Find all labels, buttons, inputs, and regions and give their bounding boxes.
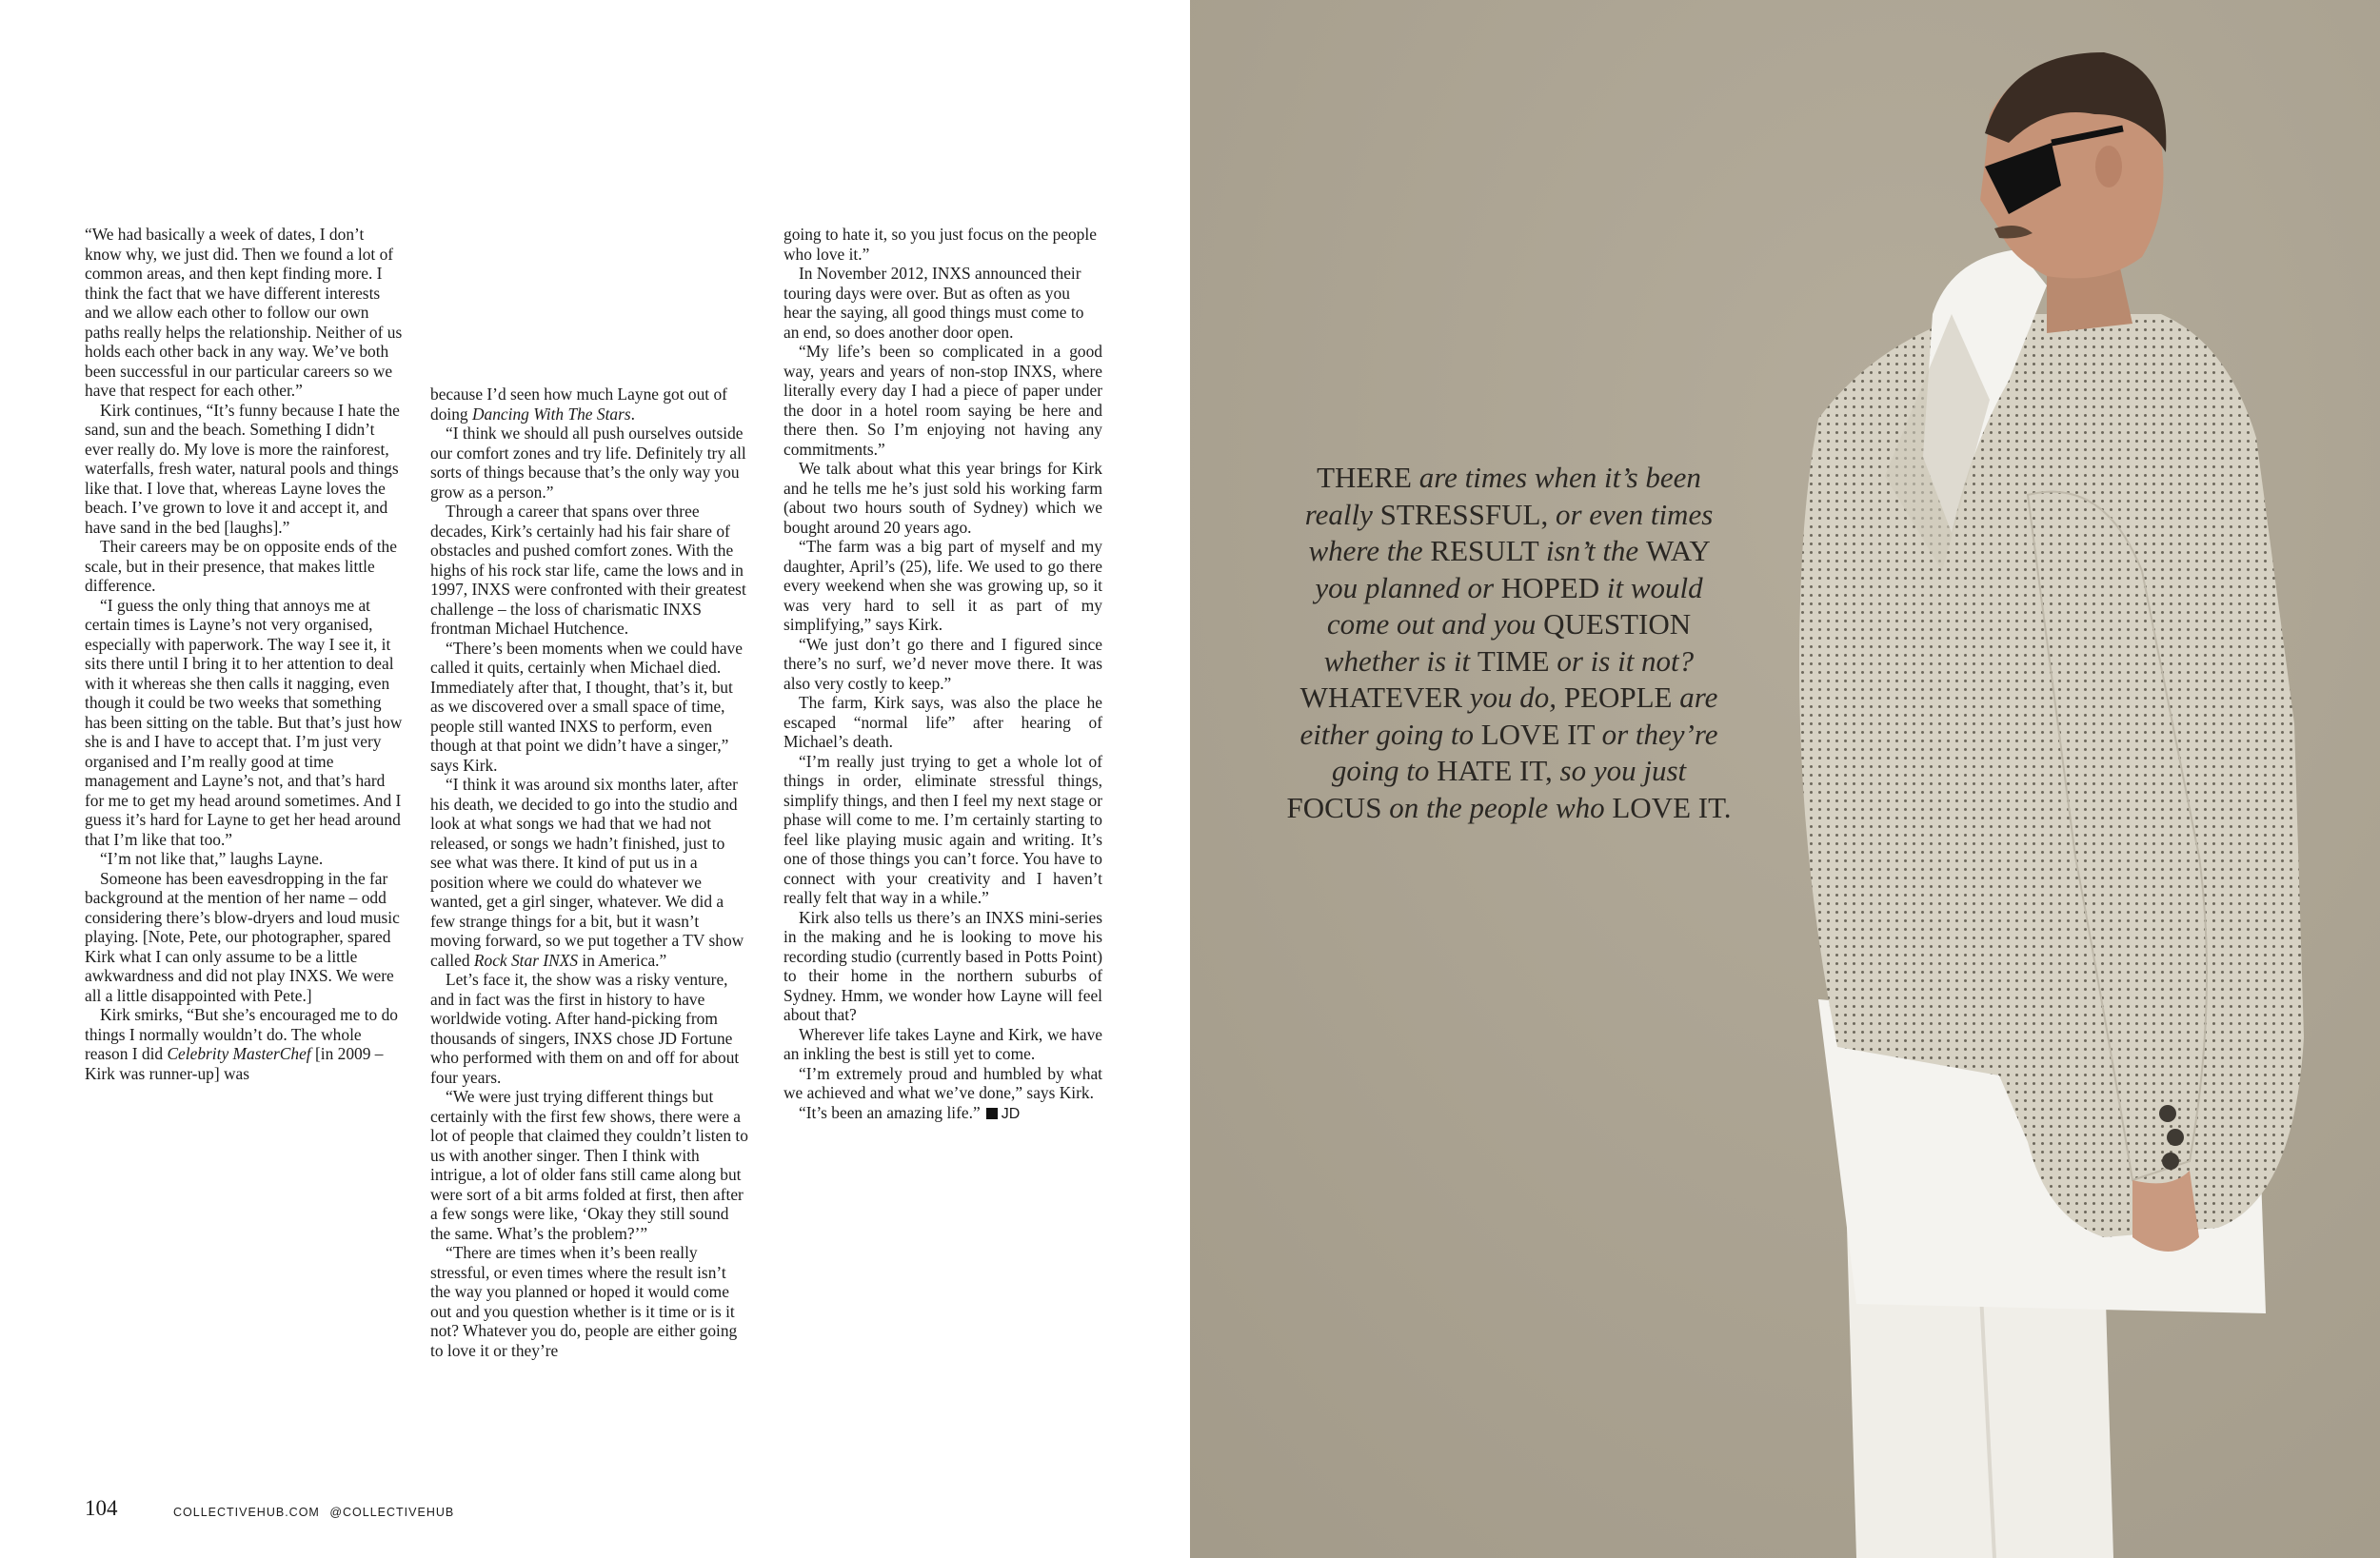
paragraph: “There’s been moments when we could have called it quits, certainly when Michael died. Immediately after that, I thought, that’s it, but as we discovered over a small space of time, people still wanted INXS to perform, even though at that point we didn’t have a singer,” says Kirk. <box>430 638 743 775</box>
pull-quote-caps-run: RESULT <box>1430 534 1546 567</box>
paragraph: Wherever life takes Layne and Kirk, we have an inkling the best is still yet to come. <box>783 1024 1102 1063</box>
paragraph: “The farm was a big part of myself and my daughter, April’s (25), life. We used to go there every weekend when she was growing up, so it was very hard to sell it as part of my simplifying,” says Kirk. <box>783 537 1102 634</box>
paragraph: Someone has been eavesdropping in the far background at the mention of her name – odd considering there’s blow-dryers and loud music playing. [Note, Pete, our photographer, spared Kirk what I can only assume to be a little awkwardness and did not play INXS. We were all a little disappointed with Pete.] <box>85 868 400 1005</box>
paragraph: “There are times when it’s been really stressful, or even times where the result isn’t the way you planned or hoped it would come out and you question whether is it time or is it not? Whatever you do, people are either going to love it or they’re <box>430 1243 738 1360</box>
pull-quote-italic-run: or is it not? <box>1557 643 1695 678</box>
paragraph: In November 2012, INXS announced their touring days were over. But as often as you hear the saying, all good things must come to an end, so does another door open. <box>783 264 1084 342</box>
pull-quote-caps-run: WAY <box>1645 534 1710 567</box>
pull-quote-caps-run: LOVE IT <box>1480 717 1602 751</box>
show-title: Dancing With The Stars <box>471 404 631 424</box>
website-link[interactable]: COLLECTIVEHUB.COM <box>173 1506 320 1519</box>
pull-quote-caps-run: STRESSFUL, <box>1379 497 1556 531</box>
paragraph: “My life’s been so complicated in a good way, years and years of non-stop INXS, where literally every day I had a piece of paper under the door in a hotel room saying be here and there then. So I’m enjoying not having any commitments.” <box>783 342 1102 459</box>
paragraph: Let’s face it, the show was a risky venture, and in fact was the first in history to have worldwide voting. After hand-picking from thousands of singers, INXS chose JD Fortune who performed with them on and off for about four years. <box>430 970 740 1087</box>
paragraph: We talk about what this year brings for Kirk and he tells me he’s just sold his working farm (about two hours south of Sydney) which we bought around 20 years ago. <box>783 459 1102 537</box>
text-run: . <box>630 404 635 424</box>
text-run: [in 2009 – Kirk was runner-up] was <box>85 1044 384 1083</box>
pull-quote-caps-run: HATE IT, <box>1437 754 1560 787</box>
paragraph: Kirk also tells us there’s an INXS mini-series in the making and he is looking to move his recording studio (currently based in Potts Point) to their home in the northern suburbs of Sydney. Hmm, we wonder how Layne will feel about that? <box>783 907 1102 1024</box>
end-mark-icon <box>986 1108 998 1119</box>
pull-quote-caps-run: HOPED <box>1500 570 1607 604</box>
paragraph: Kirk continues, “It’s funny because I hate the sand, sun and the beach. Something I didn’t ever really do. My love is more the rainforest, waterfalls, fresh water, natural pools and things like that. I love that, whereas Layne loves the beach. I’ve grown to love it and accept it, and have sand in the bed [laughs].” <box>85 400 400 537</box>
article-column-3 <box>783 225 1102 1124</box>
footer-credits <box>173 1506 460 1519</box>
paragraph: The farm, Kirk says, was also the place he escaped “normal life” after hearing of Michael’s death. <box>783 693 1102 751</box>
paragraph <box>430 775 749 970</box>
text-run: “I think it was around six months later, after his death, we decided to go into the studio and look at what songs we had that we had not released, or songs we hadn’t finished, just to see what was there. It kind of put us in a position where we could do whatever we wanted, get a girl singer, whatever. We did a few strange things for a bit, but it wasn’t moving forward, so we put together a TV show called <box>430 775 744 970</box>
pull-quote-italic-run: so you just <box>1559 754 1687 787</box>
paragraph: Their careers may be on opposite ends of the scale, but in their presence, that makes little difference. <box>85 537 397 595</box>
pull-quote-italic-run: are times when it’s been really <box>1304 461 1701 531</box>
text-run: because I’d seen how much Layne got out of doing <box>430 385 727 424</box>
pull-quote-caps-run: QUESTION <box>1543 607 1692 641</box>
paragraph: “I’m really just trying to get a whole lot of things in order, eliminate stressful things, simplify things, and then I feel my next stage or phase will come to me. I’m certainly starting to feel like playing music again and writing. It’s one of those things you can’t force. You have to connect with your creativity and I haven’t really felt that way in a while.” <box>783 751 1102 907</box>
page-number: 104 <box>85 1496 118 1520</box>
show-title: Rock Star INXS <box>473 950 579 970</box>
paragraph: “I’m extremely proud and humbled by what we achieved and what we’ve done,” says Kirk. <box>783 1063 1102 1102</box>
paragraph <box>430 385 749 424</box>
pull-quote-italic-run: on the people who <box>1389 790 1613 824</box>
paragraph: “We were just trying different things but certainly with the first few shows, there were a lot of people that claimed they couldn’t listen to us with another singer. Then I think with intrigue, a lot of older fans still came along but were sort of a bit arms folded at first, then after a few songs were like, ‘Okay they still sound the same. What’s the problem?’” <box>430 1087 748 1243</box>
pull-quote-italic-run: or even times where the <box>1308 497 1714 567</box>
paragraph <box>783 1103 1102 1125</box>
pull-quote-italic-run: are either going to <box>1299 680 1718 751</box>
pull-quote-italic-run: you planned or <box>1315 570 1501 604</box>
pull-quote <box>1285 460 1733 826</box>
author-signature: JD <box>1001 1105 1021 1122</box>
pull-quote-italic-run: it would come out and you <box>1326 570 1703 641</box>
article-column-2 <box>430 385 749 1360</box>
article-column-1 <box>85 225 404 1083</box>
pull-quote-caps-run: WHATEVER <box>1299 680 1470 714</box>
paragraph: “We had basically a week of dates, I don’t know why, we just did. Then we found a lot of common areas, and then kept finding more. I think the fact that we have different interests and we allow each other to follow our own paths really helps the relationship. Neither of us holds each other back in any way. We’ve both been successful in our particular careers so we have that respect for each other.” <box>85 225 403 400</box>
pull-quote-caps-run: FOCUS <box>1286 790 1390 824</box>
paragraph: “I think we should all push ourselves outside our comfort zones and try life. Definitely try all sorts of things because that’s the only way you grow as a person.” <box>430 424 746 502</box>
show-title: Celebrity MasterChef <box>167 1044 311 1063</box>
pull-quote-caps-run: LOVE IT. <box>1612 790 1732 824</box>
pull-quote-italic-run: whether is it <box>1323 643 1478 678</box>
paragraph: “I guess the only thing that annoys me at certain times is Layne’s not very organised, especially with paperwork. The way I see it, it sits there until I bring it to her attention to deal with it whereas she then calls it nagging, even though it could be two weeks that something has been sitting on the table. But that’s just how she is and I have to accept that. I’m just very organised and I’m really good at time management and Layne’s not, and that’s hard for me to get my head around sometimes. And I guess it’s hard for Layne to get her head around that I’m like that too.” <box>85 595 403 849</box>
pull-quote-caps-run: THERE <box>1317 461 1419 494</box>
pull-quote-italic-run: you do, <box>1469 680 1564 714</box>
pull-quote-caps-run: PEOPLE <box>1563 680 1680 714</box>
social-handle: @COLLECTIVEHUB <box>329 1506 455 1519</box>
paragraph <box>85 1005 404 1083</box>
pull-quote-italic-run: isn’t the <box>1545 534 1646 567</box>
text-run: Kirk smirks, “But she’s encouraged me to do things I normally wouldn’t do. The whole reason I did <box>85 1005 398 1063</box>
paragraph: Through a career that spans over three decades, Kirk’s certainly had his fair share of obstacles and pushed comfort zones. With the highs of his rock star life, came the lows and in 1997, INXS were confronted with their greatest challenge – the loss of charismatic INXS frontman Michael Hutchence. <box>430 502 746 638</box>
paragraph: “I’m not like that,” laughs Layne. <box>100 849 324 868</box>
text-run: in America.” <box>578 950 667 970</box>
paragraph: “We just don’t go there and I figured since there’s no surf, we’d never move there. It was also very costly to keep.” <box>783 634 1102 693</box>
pull-quote-caps-run: TIME <box>1477 643 1557 678</box>
paragraph: going to hate it, so you just focus on the people who love it.” <box>783 225 1097 264</box>
closing-quote: “It’s been an amazing life.” <box>799 1102 981 1122</box>
pull-quote-italic-run: or they’re going to <box>1331 717 1718 787</box>
